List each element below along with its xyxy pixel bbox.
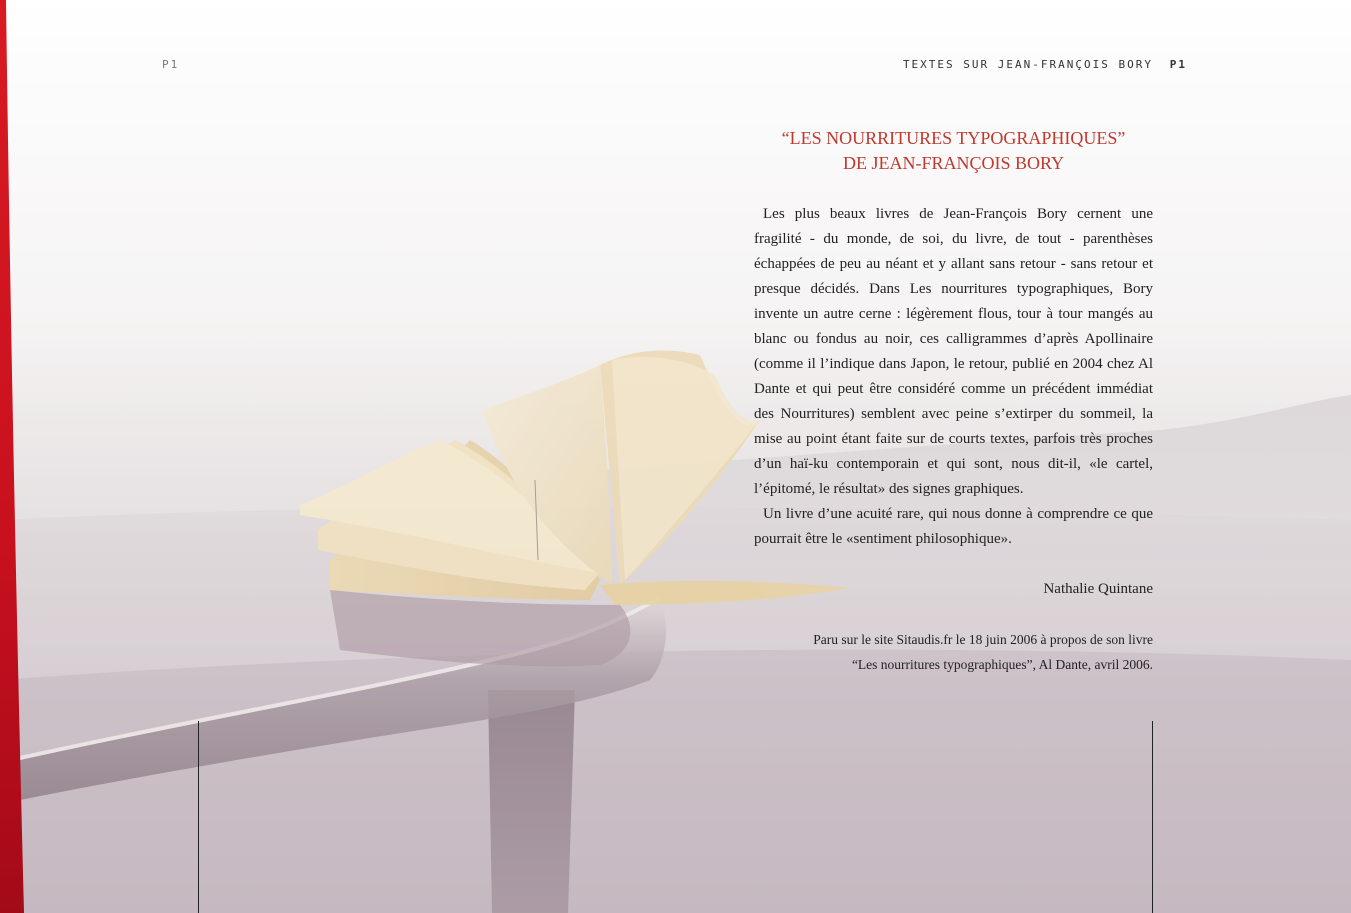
folio-left: P1 <box>162 58 180 71</box>
red-binding-strip <box>0 0 26 913</box>
source-line-1: Paru sur le site Sitaudis.fr le 18 juin 2006 à propos de son livre <box>813 632 1153 647</box>
author-signature: Nathalie Quintane <box>1043 581 1153 597</box>
body-paragraph: Les plus beaux livres de Jean-François Bory cernent une fragilité - du monde, de soi, du livre, de tout - parenthèses échappées de peu au néant et y allant sans retour - sans retour et presque décidés. Dans Les nourritures typographiques, Bory invente un autre cerne : légèrement flous, tour à tour mangés au blanc ou fondus au noir, ces calligrammes d’après Apollinaire (comme il l’indique dans Japon, le retour, publié en 2004 chez Al Dante et qui peut être considéré comme un précédent immédiat des Nourritures) semblent avec peine s’extirper du sommeil, la mise au point étant faite sur de courts textes, parfois très proches d’un haï-ku contemporain et qui sont, nous dit-il, «le cartel, l’épitomé, le résultat» des signes graphiques. <box>754 206 1153 497</box>
vertical-rule-right <box>1152 721 1153 913</box>
title-line-2: DE JEAN-FRANÇOIS BORY <box>842 153 1065 173</box>
source-line-2: “Les nourritures typographiques”, Al Dante, avril 2006. <box>851 657 1153 672</box>
source-note <box>754 627 1153 677</box>
article <box>754 126 1153 677</box>
folio-right: P1 <box>1169 58 1187 71</box>
vertical-rule-left <box>198 721 199 913</box>
body-paragraph: Un livre d’une acuité rare, qui nous donne à comprendre ce que pourrait être le «sentiment philosophique». <box>754 506 1153 547</box>
title-line-1: “LES NOURRITURES TYPOGRAPHIQUES” <box>781 128 1126 148</box>
running-head: TEXTES SUR JEAN-FRANÇOIS BORY <box>902 58 1153 71</box>
article-body <box>754 202 1153 552</box>
article-title <box>754 126 1153 176</box>
